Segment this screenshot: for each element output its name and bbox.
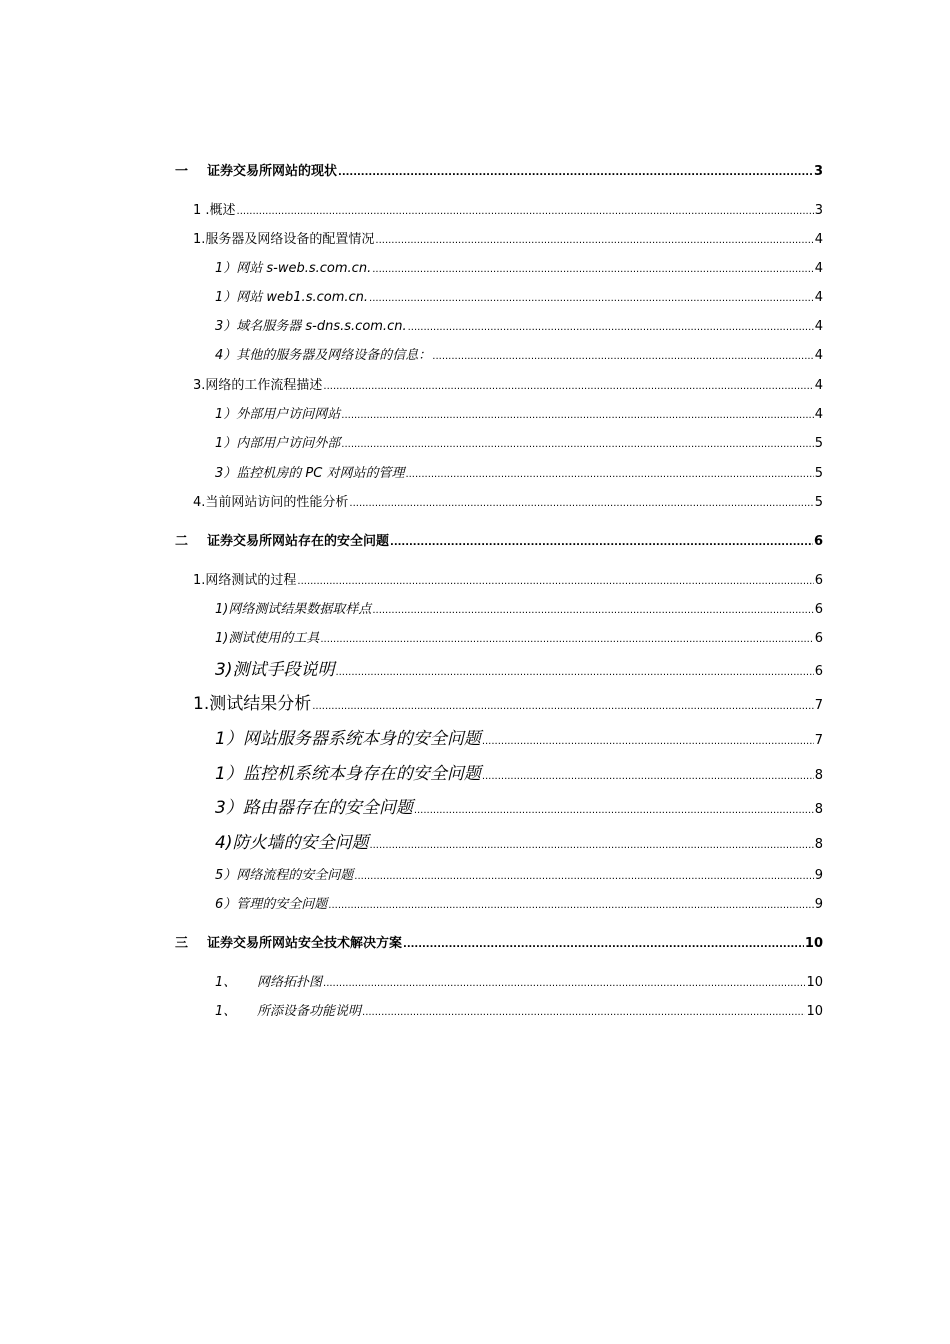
toc-dot-leader — [482, 771, 814, 783]
toc-entry-title: 1.服务器及网络设备的配置情况 — [193, 232, 375, 247]
toc-entry[interactable] — [0, 897, 823, 913]
toc-entry-page: 5 — [814, 466, 823, 481]
toc-entry[interactable] — [0, 798, 823, 818]
toc-dot-leader — [432, 351, 813, 363]
toc-entry-page: 7 — [814, 698, 823, 713]
toc-entry-number: 三 — [175, 936, 189, 951]
toc-dot-leader — [408, 322, 814, 334]
toc-entry-page: 3 — [814, 203, 823, 218]
toc-entry-page: 6 — [814, 602, 823, 617]
toc-entry[interactable] — [0, 261, 823, 277]
toc-dot-leader — [369, 293, 814, 305]
toc-entry-page: 9 — [814, 868, 823, 883]
toc-entry[interactable] — [0, 631, 823, 647]
toc-dot-leader — [403, 939, 804, 951]
toc-entry-page: 4 — [814, 378, 823, 393]
toc-entry-title: 5）网络流程的安全问题 — [215, 868, 354, 883]
toc-entry[interactable] — [0, 378, 823, 394]
toc-entry-title: 所添设备功能说明 — [257, 1004, 362, 1019]
toc-entry-title: 证券交易所网站安全技术解决方案 — [207, 936, 403, 951]
toc-entry[interactable] — [0, 729, 823, 749]
toc-entry[interactable] — [0, 764, 823, 784]
toc-entry-page: 4 — [814, 232, 823, 247]
toc-entry[interactable] — [0, 319, 823, 335]
toc-dot-leader — [405, 469, 813, 481]
toc-dot-leader — [312, 701, 813, 713]
toc-dot-leader — [349, 498, 813, 510]
toc-entry-title: 1）内部用户访问外部 — [215, 436, 341, 451]
toc-dot-leader — [328, 900, 813, 912]
toc-entry[interactable] — [0, 573, 823, 589]
toc-dot-leader — [341, 439, 813, 451]
toc-entry-page: 5 — [814, 495, 823, 510]
toc-entry-title: 3）路由器存在的安全问题 — [215, 798, 413, 818]
toc-entry-number: 1、 — [215, 975, 237, 990]
toc-entry[interactable] — [0, 407, 823, 423]
toc-entry-title: 证券交易所网站存在的安全问题 — [207, 534, 390, 549]
toc-dot-leader — [320, 634, 813, 646]
toc-entry-title: 4.当前网站访问的性能分析 — [193, 495, 349, 510]
toc-entry-title: 1)测试使用的工具 — [215, 631, 320, 646]
toc-entry[interactable] — [0, 602, 823, 618]
toc-dot-leader — [338, 167, 813, 179]
toc-entry-page: 3 — [813, 164, 823, 179]
toc-dot-leader — [237, 206, 814, 218]
toc-entry-page: 4 — [814, 319, 823, 334]
toc-entry[interactable] — [0, 495, 823, 511]
toc-entry-page: 4 — [814, 261, 823, 276]
toc-entry-title: 1）网站服务器系统本身的安全问题 — [215, 729, 481, 749]
toc-entry-page: 7 — [814, 733, 823, 748]
toc-dot-leader — [354, 871, 813, 883]
toc-entry-page: 10 — [806, 1004, 823, 1019]
toc-entry-number: 二 — [175, 534, 189, 549]
toc-entry-number: 一 — [175, 164, 189, 179]
toc-dot-leader — [372, 605, 813, 617]
toc-entry-page: 8 — [814, 802, 823, 817]
toc-entry-page: 8 — [814, 837, 823, 852]
toc-entry-page: 6 — [813, 534, 823, 549]
toc-entry-page: 6 — [814, 573, 823, 588]
toc-entry-chapter-3[interactable] — [0, 936, 823, 952]
toc-entry-title: 网络拓扑图 — [257, 975, 323, 990]
toc-dot-leader — [482, 736, 814, 748]
toc-dot-leader — [323, 978, 805, 990]
toc-dot-leader — [390, 537, 813, 549]
toc-entry[interactable] — [0, 348, 823, 364]
toc-entry-page: 6 — [814, 631, 823, 646]
toc-dot-leader — [335, 667, 813, 679]
toc-dot-leader — [375, 235, 813, 247]
toc-entry[interactable] — [0, 975, 823, 991]
toc-entry[interactable] — [0, 436, 823, 452]
toc-entry-title: 3）监控机房的 PC 对网站的管理 — [215, 466, 405, 481]
toc-entry[interactable] — [0, 833, 823, 853]
toc-entry-page: 4 — [814, 407, 823, 422]
toc-entry[interactable] — [0, 1004, 823, 1020]
toc-entry-title: 1）外部用户访问网站 — [215, 407, 341, 422]
toc-entry-title: 3）域名服务器 s-dns.s.com.cn. — [215, 319, 407, 334]
toc-dot-leader — [369, 840, 813, 852]
toc-entry-page: 9 — [814, 897, 823, 912]
toc-entry-title: 3.网络的工作流程描述 — [193, 378, 323, 393]
toc-dot-leader — [372, 264, 814, 276]
toc-entry-title: 证券交易所网站的现状 — [207, 164, 338, 179]
toc-entry-title: 1）网站 s-web.s.com.cn. — [215, 261, 372, 276]
toc-entry-page: 6 — [814, 664, 823, 679]
toc-entry-page: 4 — [814, 348, 823, 363]
toc-entry-title: 1 .概述 — [193, 203, 236, 218]
toc-dot-leader — [414, 805, 814, 817]
toc-entry-page: 10 — [804, 936, 823, 951]
toc-entry-page: 5 — [814, 436, 823, 451]
toc-entry-title: 4）其他的服务器及网络设备的信息： — [215, 348, 432, 363]
toc-entry[interactable] — [0, 694, 823, 714]
toc-dot-leader — [341, 410, 813, 422]
toc-entry[interactable] — [0, 466, 823, 482]
toc-entry-title: 1）监控机系统本身存在的安全问题 — [215, 764, 481, 784]
toc-entry-chapter-2[interactable] — [0, 534, 823, 550]
toc-entry-title: 4)防火墙的安全问题 — [215, 833, 369, 853]
toc-entry-title: 3)测试手段说明 — [215, 660, 335, 680]
toc-entry-page: 8 — [814, 768, 823, 783]
toc-entry[interactable] — [0, 203, 823, 219]
toc-entry-title: 6）管理的安全问题 — [215, 897, 328, 912]
toc-entry[interactable] — [0, 290, 823, 306]
toc-entry-title: 1.网络测试的过程 — [193, 573, 297, 588]
toc-entry[interactable] — [0, 232, 823, 248]
toc-dot-leader — [297, 576, 813, 588]
toc-dot-leader — [323, 381, 813, 393]
toc-entry[interactable] — [0, 660, 823, 680]
toc-entry-number: 1、 — [215, 1004, 237, 1019]
toc-entry[interactable] — [0, 868, 823, 884]
toc-entry-title: 1)网络测试结果数据取样点 — [215, 602, 372, 617]
toc-entry-title: 1.测试结果分析 — [193, 694, 312, 714]
toc-entry-title: 1）网站 web1.s.com.cn. — [215, 290, 369, 305]
toc-dot-leader — [362, 1007, 805, 1019]
toc-entry-page: 10 — [806, 975, 823, 990]
toc-entry-page: 4 — [814, 290, 823, 305]
toc-entry-chapter-1[interactable] — [0, 164, 823, 180]
